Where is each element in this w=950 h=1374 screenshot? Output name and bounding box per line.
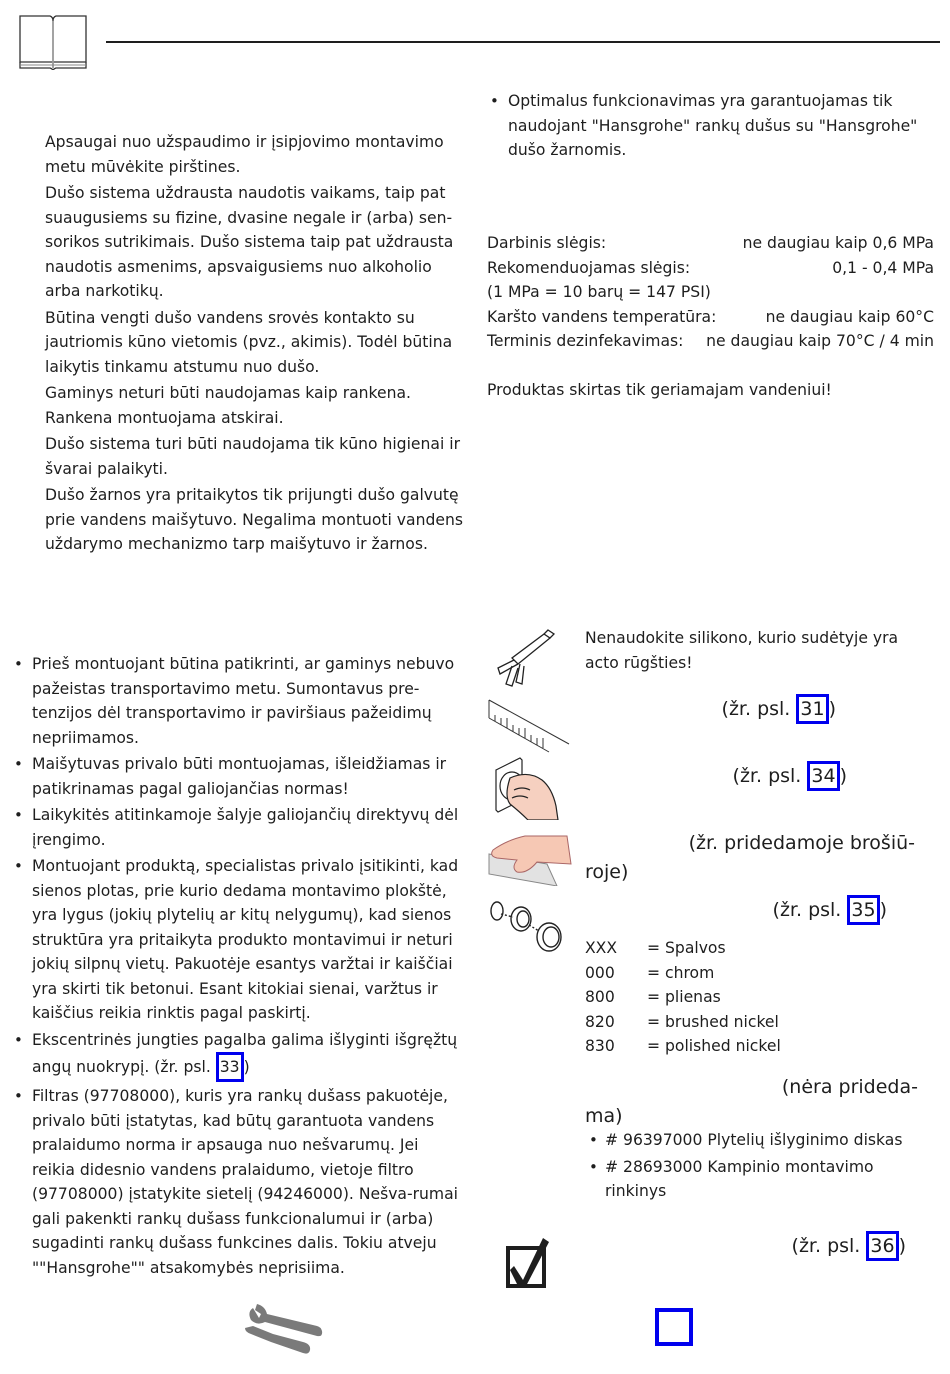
accessories-title-line2: ma) — [585, 1105, 623, 1127]
color-name: = plienas — [647, 988, 721, 1006]
spec-label: Darbinis slėgis: — [487, 234, 607, 252]
spec-label: Terminis dezinfekavimas: — [487, 332, 684, 350]
ruler-icon — [487, 696, 571, 762]
page-link-36[interactable]: 36 — [866, 1231, 898, 1261]
aerator-parts-icon — [487, 897, 573, 961]
spec-value: 0,1 - 0,4 MPa — [832, 258, 934, 277]
color-code: 820 — [585, 1012, 615, 1031]
installation-item-text: Ekscentrinės jungties pagalba galima išlyginti išgręžtų angų nuokrypį. (žr. psl. — [32, 1030, 458, 1076]
operation-ref — [585, 761, 847, 791]
page-link-35[interactable]: 35 — [847, 895, 879, 925]
cleaning-ref-line1: (žr. pridedamoje brošiū- — [688, 832, 915, 854]
color-name: = chrom — [647, 963, 715, 982]
color-row — [585, 936, 885, 961]
header-rule — [106, 41, 940, 43]
spec-row — [487, 305, 934, 330]
hand-turning-knob-icon — [492, 756, 564, 828]
ref-suffix: ) — [828, 698, 836, 720]
installation-item — [10, 1028, 462, 1083]
color-code: 000 — [585, 963, 615, 982]
ref-suffix: ) — [898, 1235, 906, 1257]
accessories-title-line1: (nėra prideda- — [781, 1076, 918, 1098]
spec-value: ne daugiau kaip 70°C / 4 min — [706, 332, 934, 350]
ref-suffix: ) — [839, 765, 847, 787]
ref-prefix: (žr. psl. — [732, 765, 808, 787]
parts-ref — [585, 895, 887, 925]
spec-label: Rekomenduojamas slėgis: — [487, 258, 691, 277]
safety-paragraph: Dušo sistema uždrausta naudotis vaikams, taip pat suaugusiems su fizine, dvasine negale ir (arba) sen-sorikos sutrikimais. Dušo sistema taip pat uždrausta naudotis asmenims, apsvaigusiems nuo alkoholio arba narkotikų. — [45, 184, 454, 300]
hand-cleaning-icon — [487, 830, 575, 894]
technical-specs — [487, 231, 934, 402]
installation-item: • Laikykitės atitinkamoje šalyje galiojančių direktyvų dėl įrengimo. — [10, 803, 462, 852]
ref-suffix: ) — [879, 899, 887, 921]
spec-value: ne daugiau kaip 60°C — [765, 307, 934, 326]
color-code: 830 — [585, 1037, 615, 1055]
installation-item: • Montuojant produktą, specialistas privalo įsitikinti, kad sienos plotas, prie kurio dedama montavimo plokštė, yra lygus (jokių plytelių ar kitų nelygumų), kad sienos struktūra yra pritaikyta produkto montavimui ir neturi jokių silpnų vietų. Pakuotėje esantys varžtai ir kaiščiai yra skirti tik betonui. Esant kitokiai sienai, varžtus ir kaiščius reikia rinktis pagal paskirtį. — [10, 854, 462, 1026]
test-ref — [585, 1231, 906, 1261]
accessories-section — [585, 1073, 925, 1206]
page-link-33[interactable]: 33 — [216, 1052, 244, 1082]
accessory-item: • # 28693000 Kampinio montavimo rinkinys — [585, 1155, 925, 1204]
blue-square-marker — [655, 1308, 693, 1346]
installation-notes — [10, 652, 462, 1282]
installation-item: • Filtras (97708000), kuris yra rankų dušass pakuotėje, privalo būti įstatytas, kad būtų garantuota vandens pralaidumo norma ir apsauga nuo nešvarumų. Jei reikia didesnio vandens pralaidumo, vietoje filtro (97708000) įstatykite sietelį (94246000). Nešva-rumai gali pakenkti rankų dušass funkcionalumui ir (arba) sugadinti rankų dušass funkcines dalis. Tokiu atveju ""Hansgrohe"" atsakomybės neprisiima. — [10, 1084, 462, 1280]
safety-paragraph: Dušo žarnos yra pritaikytos tik prijungti dušo galvutę prie vandens maišytuvo. Negalima montuoti vandens uždarymo mechanizmo tarp maišytuvo ir žarnos. — [45, 486, 463, 553]
installation-item: • Maišytuvas privalo būti montuojamas, išleidžiamas ir patikrinamas pagal galiojančias normas! — [10, 752, 462, 801]
spec-row — [487, 280, 934, 305]
ref-prefix: (žr. psl. — [791, 1235, 867, 1257]
color-code: 800 — [585, 988, 615, 1006]
spec-row — [487, 329, 934, 354]
page-link-31[interactable]: 31 — [796, 694, 828, 724]
safety-paragraph: Dušo sistema turi būti naudojama tik kūno higienai ir švarai palaikyti. — [45, 435, 460, 478]
spec-label: (1 MPa = 10 barų = 147 PSI) — [487, 283, 711, 301]
dimensions-ref — [585, 694, 836, 724]
safety-section — [45, 130, 465, 559]
safety-paragraph: Gaminys neturi būti naudojamas kaip rankena. Rankena montuojama atskirai. — [45, 384, 412, 427]
checkmark-box-icon — [505, 1232, 553, 1298]
color-row — [585, 985, 885, 1010]
spec-row — [487, 231, 934, 256]
silicone-gun-icon — [492, 626, 560, 696]
color-row — [585, 961, 885, 986]
ref-prefix: (žr. psl. — [772, 899, 848, 921]
color-row — [585, 1034, 885, 1059]
color-row — [585, 1010, 885, 1035]
color-code: XXX — [585, 939, 618, 957]
spec-value: ne daugiau kaip 0,6 MPa — [742, 234, 934, 252]
accessory-item: • # 96397000 Plytelių išlyginimo diskas — [585, 1128, 925, 1153]
color-name: = polished nickel — [647, 1037, 781, 1055]
silicone-warning: Nenaudokite silikono, kurio sudėtyje yra acto rūgšties! — [585, 629, 899, 672]
usage-note-item: • Optimalus funkcionavimas yra garantuojamas tik naudojant "Hansgrohe" rankų dušus su "Hansgrohe" dušo žarnomis. — [486, 89, 926, 163]
color-name: = brushed nickel — [647, 1012, 779, 1031]
accessories-list — [585, 1128, 925, 1204]
drinking-water-note: Produktas skirtas tik geriamajam vandeniui! — [487, 380, 832, 399]
color-codes — [585, 936, 885, 1059]
cleaning-ref-line2: roje) — [585, 861, 629, 883]
color-name: = Spalvos — [647, 939, 726, 957]
safety-paragraph: Apsaugai nuo užspaudimo ir įsipjovimo montavimo metu mūvėkite pirštines. — [45, 133, 444, 176]
usage-note — [486, 89, 926, 165]
tools-icon — [243, 1302, 327, 1366]
spec-row — [487, 256, 934, 281]
open-book-icon — [18, 14, 88, 78]
ref-prefix: (žr. psl. — [721, 698, 797, 720]
spec-label: Karšto vandens temperatūra: — [487, 307, 717, 326]
cleaning-ref — [585, 829, 915, 887]
page-link-34[interactable]: 34 — [807, 761, 839, 791]
installation-item: • Prieš montuojant būtina patikrinti, ar gaminys nebuvo pažeistas transportavimo metu. Sumontavus pre-tenzijos dėl transportavimo ir paviršiaus pažeidimų nepriimamos. — [10, 652, 462, 750]
safety-paragraph: Būtina vengti dušo vandens srovės kontakto su jautriomis kūno vietomis (pvz., akimis). Todėl būtina laikytis tinkamu atstumu nuo dušo. — [45, 308, 453, 376]
ref-suffix: ) — [243, 1058, 250, 1076]
